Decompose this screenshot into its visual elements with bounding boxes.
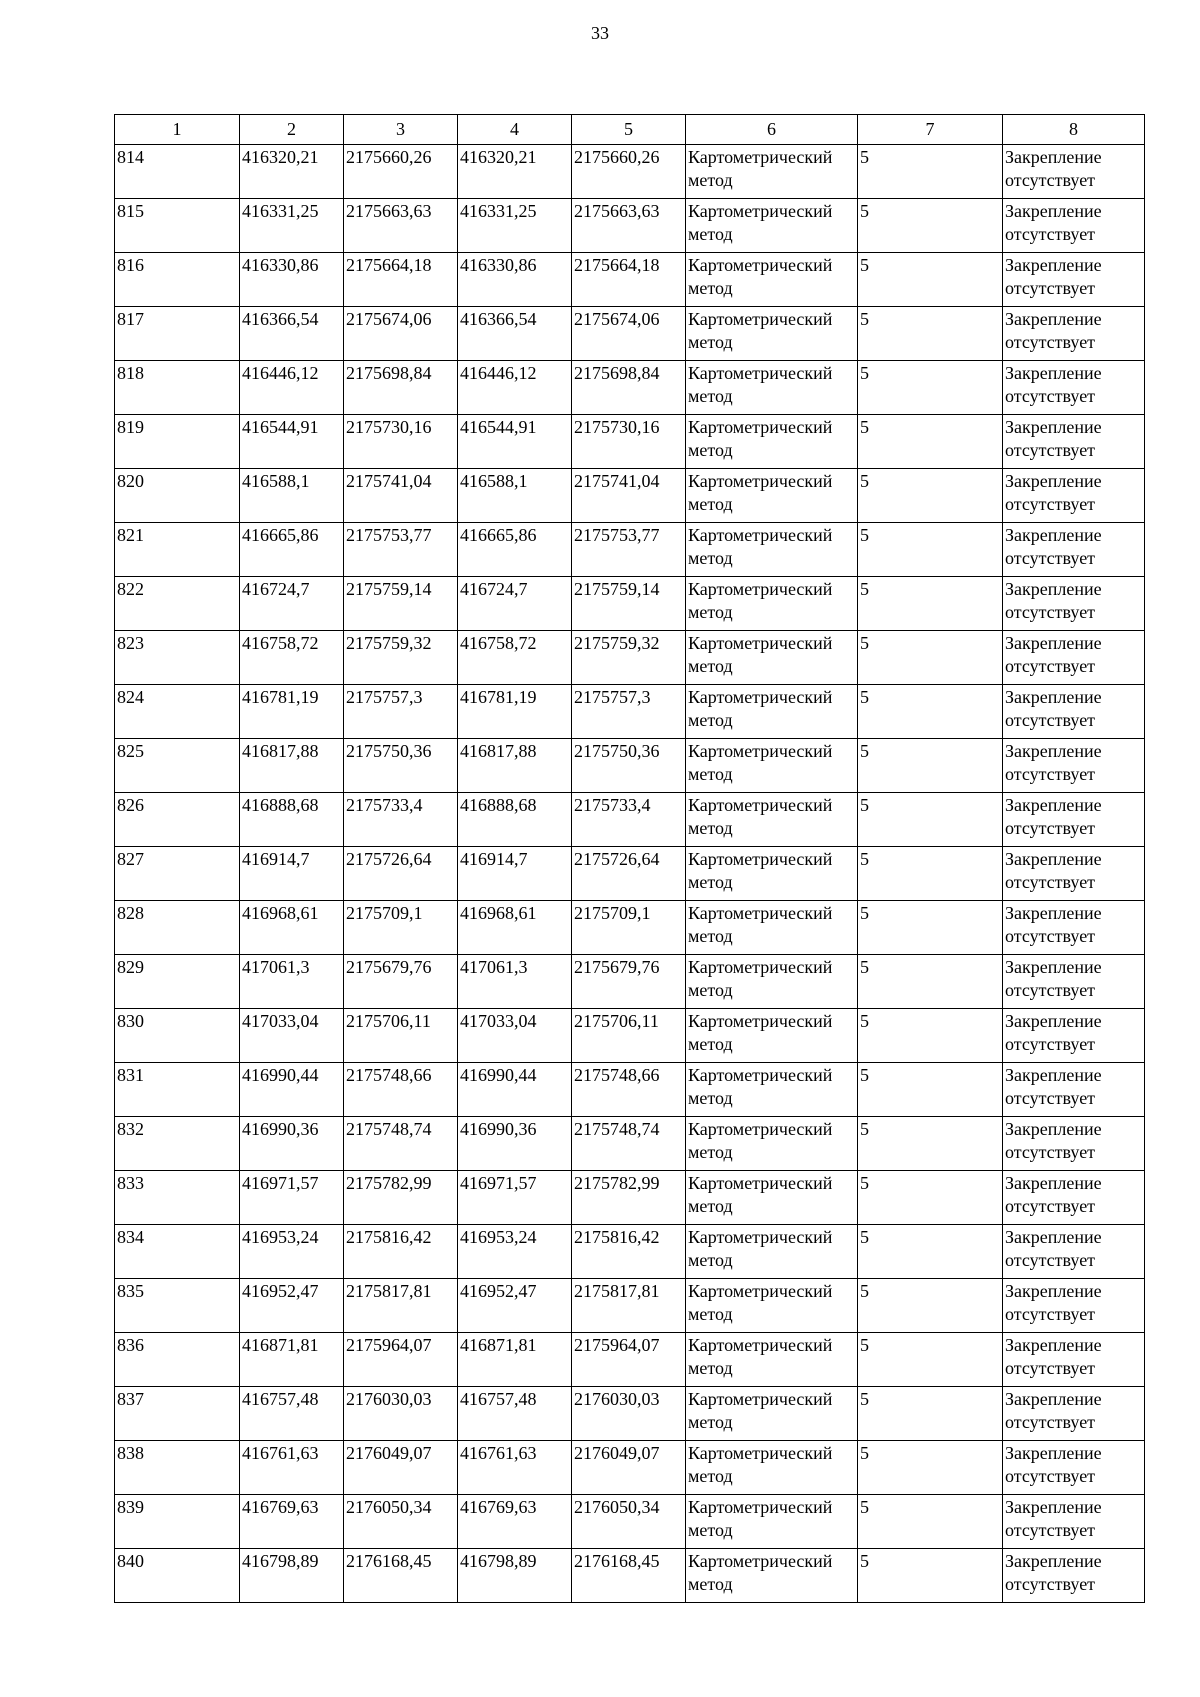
x-coordinate-cell: 416446,12 — [458, 361, 572, 415]
table-row — [115, 685, 1145, 739]
accuracy-cell: 5 — [858, 253, 1003, 307]
accuracy-cell: 5 — [858, 307, 1003, 361]
y-coordinate-cell: 2176049,07 — [344, 1441, 458, 1495]
x-coordinate-cell: 416757,48 — [458, 1387, 572, 1441]
accuracy-cell: 5 — [858, 631, 1003, 685]
point-number-cell: 817 — [115, 307, 240, 361]
x-coordinate-cell: 416758,72 — [458, 631, 572, 685]
y-coordinate-cell: 2175660,26 — [572, 145, 686, 199]
accuracy-cell: 5 — [858, 361, 1003, 415]
fixation-cell: Закрепление отсутствует — [1003, 577, 1145, 631]
accuracy-cell: 5 — [858, 1441, 1003, 1495]
method-cell: Картометрический метод — [686, 1009, 858, 1063]
x-coordinate-cell: 417061,3 — [240, 955, 344, 1009]
point-number-cell: 837 — [115, 1387, 240, 1441]
x-coordinate-cell: 416769,63 — [458, 1495, 572, 1549]
point-number-cell: 833 — [115, 1171, 240, 1225]
y-coordinate-cell: 2176168,45 — [344, 1549, 458, 1603]
point-number-cell: 818 — [115, 361, 240, 415]
x-coordinate-cell: 416758,72 — [240, 631, 344, 685]
table-row — [115, 1009, 1145, 1063]
table-row — [115, 631, 1145, 685]
y-coordinate-cell: 2175709,1 — [572, 901, 686, 955]
method-cell: Картометрический метод — [686, 1063, 858, 1117]
x-coordinate-cell: 416331,25 — [240, 199, 344, 253]
method-cell: Картометрический метод — [686, 523, 858, 577]
x-coordinate-cell: 416968,61 — [240, 901, 344, 955]
x-coordinate-cell: 416971,57 — [240, 1171, 344, 1225]
x-coordinate-cell: 416990,36 — [240, 1117, 344, 1171]
x-coordinate-cell: 416665,86 — [458, 523, 572, 577]
fixation-cell: Закрепление отсутствует — [1003, 415, 1145, 469]
x-coordinate-cell: 416330,86 — [458, 253, 572, 307]
y-coordinate-cell: 2175748,66 — [344, 1063, 458, 1117]
accuracy-cell: 5 — [858, 1171, 1003, 1225]
x-coordinate-cell: 416366,54 — [240, 307, 344, 361]
y-coordinate-cell: 2175748,66 — [572, 1063, 686, 1117]
y-coordinate-cell: 2175726,64 — [344, 847, 458, 901]
y-coordinate-cell: 2175706,11 — [572, 1009, 686, 1063]
x-coordinate-cell: 416968,61 — [458, 901, 572, 955]
x-coordinate-cell: 416914,7 — [458, 847, 572, 901]
table-row — [115, 955, 1145, 1009]
method-cell: Картометрический метод — [686, 793, 858, 847]
fixation-cell: Закрепление отсутствует — [1003, 1387, 1145, 1441]
y-coordinate-cell: 2175709,1 — [344, 901, 458, 955]
table-row — [115, 415, 1145, 469]
x-coordinate-cell: 416990,44 — [458, 1063, 572, 1117]
point-number-cell: 822 — [115, 577, 240, 631]
x-coordinate-cell: 416544,91 — [458, 415, 572, 469]
method-cell: Картометрический метод — [686, 955, 858, 1009]
fixation-cell: Закрепление отсутствует — [1003, 1549, 1145, 1603]
point-number-cell: 823 — [115, 631, 240, 685]
table-row — [115, 1117, 1145, 1171]
fixation-cell: Закрепление отсутствует — [1003, 253, 1145, 307]
table-row — [115, 1171, 1145, 1225]
y-coordinate-cell: 2175674,06 — [344, 307, 458, 361]
y-coordinate-cell: 2175757,3 — [344, 685, 458, 739]
table-row — [115, 1333, 1145, 1387]
point-number-cell: 839 — [115, 1495, 240, 1549]
method-cell: Картометрический метод — [686, 145, 858, 199]
column-header: 6 — [686, 115, 858, 145]
y-coordinate-cell: 2175782,99 — [572, 1171, 686, 1225]
table-row — [115, 1441, 1145, 1495]
fixation-cell: Закрепление отсутствует — [1003, 739, 1145, 793]
y-coordinate-cell: 2175759,32 — [344, 631, 458, 685]
method-cell: Картометрический метод — [686, 415, 858, 469]
y-coordinate-cell: 2176050,34 — [572, 1495, 686, 1549]
column-header: 4 — [458, 115, 572, 145]
x-coordinate-cell: 416952,47 — [458, 1279, 572, 1333]
method-cell: Картометрический метод — [686, 739, 858, 793]
fixation-cell: Закрепление отсутствует — [1003, 1441, 1145, 1495]
y-coordinate-cell: 2176168,45 — [572, 1549, 686, 1603]
y-coordinate-cell: 2176030,03 — [572, 1387, 686, 1441]
x-coordinate-cell: 416953,24 — [240, 1225, 344, 1279]
x-coordinate-cell: 416990,44 — [240, 1063, 344, 1117]
table-row — [115, 307, 1145, 361]
accuracy-cell: 5 — [858, 1495, 1003, 1549]
y-coordinate-cell: 2175816,42 — [572, 1225, 686, 1279]
table-row — [115, 1549, 1145, 1603]
table-row — [115, 739, 1145, 793]
x-coordinate-cell: 416817,88 — [458, 739, 572, 793]
fixation-cell: Закрепление отсутствует — [1003, 1171, 1145, 1225]
x-coordinate-cell: 416757,48 — [240, 1387, 344, 1441]
y-coordinate-cell: 2175816,42 — [344, 1225, 458, 1279]
fixation-cell: Закрепление отсутствует — [1003, 685, 1145, 739]
fixation-cell: Закрепление отсутствует — [1003, 361, 1145, 415]
accuracy-cell: 5 — [858, 955, 1003, 1009]
y-coordinate-cell: 2175748,74 — [572, 1117, 686, 1171]
fixation-cell: Закрепление отсутствует — [1003, 631, 1145, 685]
accuracy-cell: 5 — [858, 1549, 1003, 1603]
accuracy-cell: 5 — [858, 1063, 1003, 1117]
column-header: 5 — [572, 115, 686, 145]
method-cell: Картометрический метод — [686, 1495, 858, 1549]
y-coordinate-cell: 2175706,11 — [344, 1009, 458, 1063]
page-number: 33 — [591, 23, 609, 43]
table-row — [115, 1279, 1145, 1333]
y-coordinate-cell: 2175730,16 — [572, 415, 686, 469]
method-cell: Картометрический метод — [686, 685, 858, 739]
y-coordinate-cell: 2176030,03 — [344, 1387, 458, 1441]
x-coordinate-cell: 416888,68 — [458, 793, 572, 847]
fixation-cell: Закрепление отсутствует — [1003, 145, 1145, 199]
table-row — [115, 1225, 1145, 1279]
table-row — [115, 253, 1145, 307]
table-body — [115, 145, 1145, 1603]
table-row — [115, 1495, 1145, 1549]
point-number-cell: 834 — [115, 1225, 240, 1279]
point-number-cell: 815 — [115, 199, 240, 253]
y-coordinate-cell: 2175663,63 — [572, 199, 686, 253]
table-row — [115, 1387, 1145, 1441]
point-number-cell: 827 — [115, 847, 240, 901]
x-coordinate-cell: 417033,04 — [240, 1009, 344, 1063]
table-row — [115, 1063, 1145, 1117]
coordinates-table — [114, 114, 1145, 1603]
table-row — [115, 145, 1145, 199]
y-coordinate-cell: 2175750,36 — [344, 739, 458, 793]
y-coordinate-cell: 2175679,76 — [344, 955, 458, 1009]
accuracy-cell: 5 — [858, 1387, 1003, 1441]
table-row — [115, 577, 1145, 631]
column-header: 7 — [858, 115, 1003, 145]
table-row — [115, 469, 1145, 523]
x-coordinate-cell: 416798,89 — [240, 1549, 344, 1603]
y-coordinate-cell: 2175759,14 — [344, 577, 458, 631]
point-number-cell: 832 — [115, 1117, 240, 1171]
point-number-cell: 836 — [115, 1333, 240, 1387]
y-coordinate-cell: 2175664,18 — [572, 253, 686, 307]
method-cell: Картометрический метод — [686, 1225, 858, 1279]
fixation-cell: Закрепление отсутствует — [1003, 1279, 1145, 1333]
fixation-cell: Закрепление отсутствует — [1003, 307, 1145, 361]
x-coordinate-cell: 416588,1 — [458, 469, 572, 523]
table-row — [115, 523, 1145, 577]
x-coordinate-cell: 416588,1 — [240, 469, 344, 523]
accuracy-cell: 5 — [858, 1279, 1003, 1333]
method-cell: Картометрический метод — [686, 847, 858, 901]
y-coordinate-cell: 2175782,99 — [344, 1171, 458, 1225]
fixation-cell: Закрепление отсутствует — [1003, 901, 1145, 955]
point-number-cell: 821 — [115, 523, 240, 577]
y-coordinate-cell: 2175741,04 — [344, 469, 458, 523]
accuracy-cell: 5 — [858, 523, 1003, 577]
method-cell: Картометрический метод — [686, 1441, 858, 1495]
accuracy-cell: 5 — [858, 1333, 1003, 1387]
y-coordinate-cell: 2175733,4 — [344, 793, 458, 847]
x-coordinate-cell: 416888,68 — [240, 793, 344, 847]
method-cell: Картометрический метод — [686, 1171, 858, 1225]
method-cell: Картометрический метод — [686, 253, 858, 307]
x-coordinate-cell: 416446,12 — [240, 361, 344, 415]
accuracy-cell: 5 — [858, 199, 1003, 253]
y-coordinate-cell: 2175733,4 — [572, 793, 686, 847]
y-coordinate-cell: 2175698,84 — [572, 361, 686, 415]
x-coordinate-cell: 416971,57 — [458, 1171, 572, 1225]
point-number-cell: 825 — [115, 739, 240, 793]
x-coordinate-cell: 416724,7 — [458, 577, 572, 631]
method-cell: Картометрический метод — [686, 1333, 858, 1387]
method-cell: Картометрический метод — [686, 577, 858, 631]
x-coordinate-cell: 416871,81 — [240, 1333, 344, 1387]
method-cell: Картометрический метод — [686, 631, 858, 685]
y-coordinate-cell: 2175674,06 — [572, 307, 686, 361]
method-cell: Картометрический метод — [686, 901, 858, 955]
x-coordinate-cell: 416798,89 — [458, 1549, 572, 1603]
y-coordinate-cell: 2176049,07 — [572, 1441, 686, 1495]
fixation-cell: Закрепление отсутствует — [1003, 1495, 1145, 1549]
x-coordinate-cell: 416781,19 — [458, 685, 572, 739]
x-coordinate-cell: 416665,86 — [240, 523, 344, 577]
fixation-cell: Закрепление отсутствует — [1003, 1063, 1145, 1117]
accuracy-cell: 5 — [858, 685, 1003, 739]
y-coordinate-cell: 2175750,36 — [572, 739, 686, 793]
column-header: 3 — [344, 115, 458, 145]
x-coordinate-cell: 416914,7 — [240, 847, 344, 901]
accuracy-cell: 5 — [858, 415, 1003, 469]
y-coordinate-cell: 2175741,04 — [572, 469, 686, 523]
method-cell: Картометрический метод — [686, 307, 858, 361]
x-coordinate-cell: 416952,47 — [240, 1279, 344, 1333]
accuracy-cell: 5 — [858, 1225, 1003, 1279]
point-number-cell: 835 — [115, 1279, 240, 1333]
accuracy-cell: 5 — [858, 847, 1003, 901]
x-coordinate-cell: 416544,91 — [240, 415, 344, 469]
fixation-cell: Закрепление отсутствует — [1003, 1009, 1145, 1063]
table-row — [115, 361, 1145, 415]
point-number-cell: 840 — [115, 1549, 240, 1603]
column-header: 1 — [115, 115, 240, 145]
point-number-cell: 830 — [115, 1009, 240, 1063]
method-cell: Картометрический метод — [686, 1279, 858, 1333]
method-cell: Картометрический метод — [686, 361, 858, 415]
fixation-cell: Закрепление отсутствует — [1003, 523, 1145, 577]
x-coordinate-cell: 416769,63 — [240, 1495, 344, 1549]
x-coordinate-cell: 416781,19 — [240, 685, 344, 739]
x-coordinate-cell: 416953,24 — [458, 1225, 572, 1279]
y-coordinate-cell: 2175698,84 — [344, 361, 458, 415]
fixation-cell: Закрепление отсутствует — [1003, 847, 1145, 901]
point-number-cell: 819 — [115, 415, 240, 469]
x-coordinate-cell: 416871,81 — [458, 1333, 572, 1387]
method-cell: Картометрический метод — [686, 1117, 858, 1171]
fixation-cell: Закрепление отсутствует — [1003, 469, 1145, 523]
fixation-cell: Закрепление отсутствует — [1003, 955, 1145, 1009]
y-coordinate-cell: 2175664,18 — [344, 253, 458, 307]
point-number-cell: 826 — [115, 793, 240, 847]
accuracy-cell: 5 — [858, 1009, 1003, 1063]
fixation-cell: Закрепление отсутствует — [1003, 1225, 1145, 1279]
y-coordinate-cell: 2175748,74 — [344, 1117, 458, 1171]
y-coordinate-cell: 2175663,63 — [344, 199, 458, 253]
y-coordinate-cell: 2175817,81 — [572, 1279, 686, 1333]
point-number-cell: 814 — [115, 145, 240, 199]
method-cell: Картометрический метод — [686, 1387, 858, 1441]
x-coordinate-cell: 416761,63 — [240, 1441, 344, 1495]
method-cell: Картометрический метод — [686, 199, 858, 253]
column-header: 8 — [1003, 115, 1145, 145]
y-coordinate-cell: 2175757,3 — [572, 685, 686, 739]
point-number-cell: 824 — [115, 685, 240, 739]
y-coordinate-cell: 2175964,07 — [344, 1333, 458, 1387]
x-coordinate-cell: 416320,21 — [240, 145, 344, 199]
point-number-cell: 828 — [115, 901, 240, 955]
accuracy-cell: 5 — [858, 739, 1003, 793]
accuracy-cell: 5 — [858, 145, 1003, 199]
point-number-cell: 829 — [115, 955, 240, 1009]
method-cell: Картометрический метод — [686, 469, 858, 523]
point-number-cell: 820 — [115, 469, 240, 523]
x-coordinate-cell: 416817,88 — [240, 739, 344, 793]
column-header: 2 — [240, 115, 344, 145]
y-coordinate-cell: 2175730,16 — [344, 415, 458, 469]
x-coordinate-cell: 416320,21 — [458, 145, 572, 199]
point-number-cell: 831 — [115, 1063, 240, 1117]
point-number-cell: 838 — [115, 1441, 240, 1495]
y-coordinate-cell: 2175759,14 — [572, 577, 686, 631]
table-header-row — [115, 115, 1145, 145]
x-coordinate-cell: 416724,7 — [240, 577, 344, 631]
x-coordinate-cell: 416761,63 — [458, 1441, 572, 1495]
x-coordinate-cell: 417061,3 — [458, 955, 572, 1009]
y-coordinate-cell: 2175753,77 — [344, 523, 458, 577]
y-coordinate-cell: 2175679,76 — [572, 955, 686, 1009]
table-row — [115, 901, 1145, 955]
x-coordinate-cell: 417033,04 — [458, 1009, 572, 1063]
accuracy-cell: 5 — [858, 901, 1003, 955]
y-coordinate-cell: 2175660,26 — [344, 145, 458, 199]
method-cell: Картометрический метод — [686, 1549, 858, 1603]
accuracy-cell: 5 — [858, 793, 1003, 847]
y-coordinate-cell: 2175753,77 — [572, 523, 686, 577]
accuracy-cell: 5 — [858, 469, 1003, 523]
table-row — [115, 199, 1145, 253]
fixation-cell: Закрепление отсутствует — [1003, 199, 1145, 253]
y-coordinate-cell: 2176050,34 — [344, 1495, 458, 1549]
accuracy-cell: 5 — [858, 577, 1003, 631]
table-row — [115, 847, 1145, 901]
accuracy-cell: 5 — [858, 1117, 1003, 1171]
table-row — [115, 793, 1145, 847]
fixation-cell: Закрепление отсутствует — [1003, 1333, 1145, 1387]
y-coordinate-cell: 2175817,81 — [344, 1279, 458, 1333]
fixation-cell: Закрепление отсутствует — [1003, 1117, 1145, 1171]
x-coordinate-cell: 416331,25 — [458, 199, 572, 253]
y-coordinate-cell: 2175726,64 — [572, 847, 686, 901]
x-coordinate-cell: 416330,86 — [240, 253, 344, 307]
x-coordinate-cell: 416366,54 — [458, 307, 572, 361]
point-number-cell: 816 — [115, 253, 240, 307]
fixation-cell: Закрепление отсутствует — [1003, 793, 1145, 847]
x-coordinate-cell: 416990,36 — [458, 1117, 572, 1171]
y-coordinate-cell: 2175964,07 — [572, 1333, 686, 1387]
y-coordinate-cell: 2175759,32 — [572, 631, 686, 685]
